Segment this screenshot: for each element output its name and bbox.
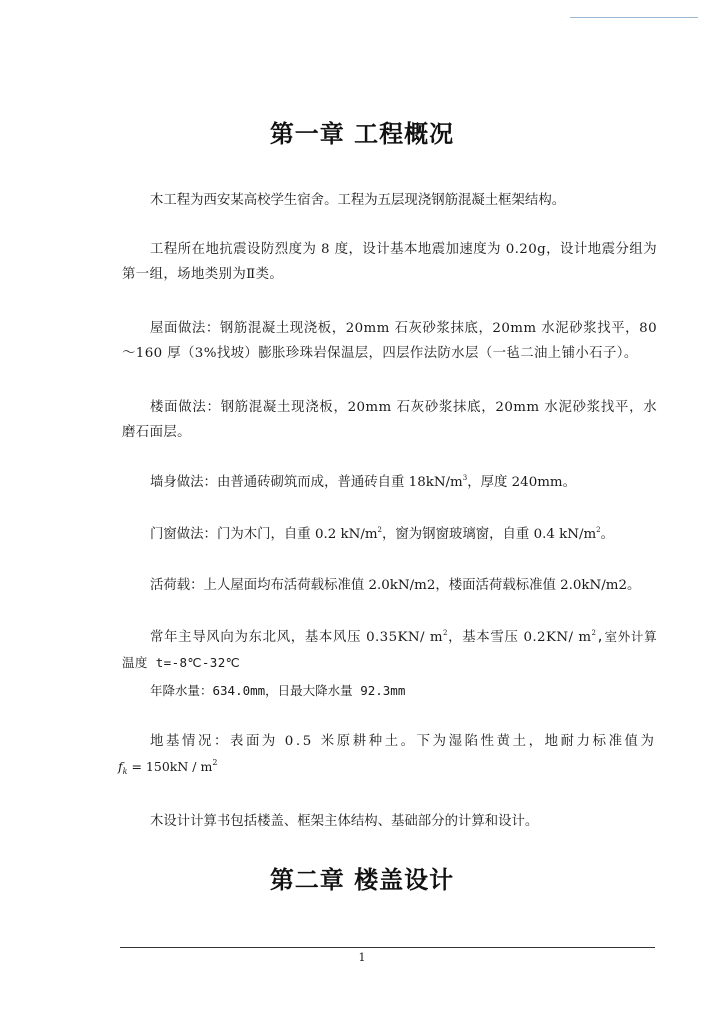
wind-text: 常年主导风向为东北风，基本风压 0.35KN/ m xyxy=(150,630,443,645)
paragraph-wind-snow xyxy=(122,624,657,676)
snow-text: ，基本雪压 0.2KN/ m xyxy=(447,630,592,645)
door-text: 门窗做法：门为木门，自重 0.2 kN/m xyxy=(150,527,378,542)
header-rule xyxy=(570,17,698,18)
formula-subscript-k: k xyxy=(122,767,128,776)
footer-rule xyxy=(120,947,655,948)
paragraph-rainfall: 年降水量：634.0mm，日最大降水量 92.3mm xyxy=(150,683,406,698)
paragraph-project-intro: 木工程为西安某高校学生宿舍。工程为五层现浇钢筋混凝土框架结构。 xyxy=(150,193,566,208)
wall-text-end: ，厚度 240mm。 xyxy=(467,475,577,490)
paragraph-roof: 屋面做法：钢筋混凝土现浇板，20mm 石灰砂浆抹底，20mm 水泥砂浆找平，80～160 厚（3%找坡）膨胀珍珠岩保温层，四层作法防水层（一毡二油上铺小石子）。 xyxy=(122,321,657,361)
temperature-text: ,室外计算温度 t=-8℃-32℃ xyxy=(122,629,657,670)
paragraph-floor: 楼面做法：钢筋混凝土现浇板，20mm 石灰砂浆抹底，20mm 水泥砂浆找平，水磨石面层。 xyxy=(122,400,657,440)
window-superscript: 2 xyxy=(596,526,601,534)
paragraph-seismic: 工程所在地抗震设防烈度为 8 度，设计基本地震加速度为 0.20g，设计地震分组为第一组，场地类别为Ⅱ类。 xyxy=(122,242,657,282)
paragraph-wall xyxy=(122,470,657,495)
window-text: ，窗为钢窗玻璃窗，自重 0.4 kN/m xyxy=(382,527,597,542)
formula-exponent: 2 xyxy=(212,758,218,767)
formula-value: = 150kN / m xyxy=(127,759,213,774)
door-superscript: 2 xyxy=(377,526,383,534)
formula-f: f xyxy=(118,759,123,774)
wall-superscript: 3 xyxy=(462,474,468,482)
paragraph-doors-windows xyxy=(122,522,657,547)
chapter1-title: 第一章 工程概况 xyxy=(269,120,455,148)
window-text-end: 。 xyxy=(600,527,615,542)
paragraph-foundation: 地基情况：表面为 0.5 米原耕种土。下为湿陷性黄土，地耐力标准值为 xyxy=(150,734,657,749)
snow-superscript: 2 xyxy=(591,629,597,637)
page-number: 1 xyxy=(358,951,366,964)
chapter2-title: 第二章 楼盖设计 xyxy=(269,866,455,894)
paragraph-scope: 木设计计算书包括楼盖、框架主体结构、基础部分的计算和设计。 xyxy=(150,814,539,829)
bearing-capacity-formula xyxy=(118,758,217,776)
wall-text: 墙身做法：由普通砖砌筑而成，普通砖自重 18kN/m xyxy=(150,475,463,490)
paragraph-live-load: 活荷载：上人屋面均布活荷载标准值 2.0kN/m2，楼面活荷载标准值 2.0kN/m2。 xyxy=(150,578,641,593)
wind-superscript: 2 xyxy=(443,629,448,637)
